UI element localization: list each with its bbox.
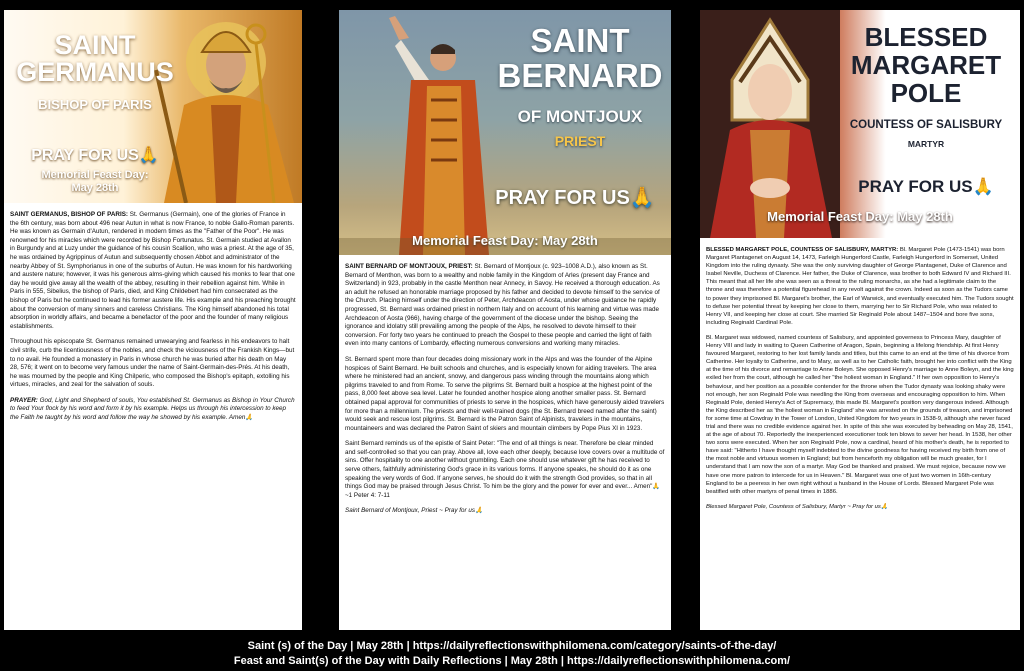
prayer-paragraph <box>10 397 296 423</box>
bio-label: BLESSED MARGARET POLE, COUNTESS OF SALISBURY, MARTYR: <box>706 247 899 253</box>
bio-text: St. Germanus (Germain), one of the glories of France in the 6th century, was born about 496 near Autun in what is now France, to noble Gallo-Roman parents. He was known as Germain d'Autun, rendered in modern times as the "Father of the Poor". He was renowned for his miracles which were recorded by Bishop Fortunatus. St. Germain studied at Avallon in Burgundy and at Luzy under the guidance of his cousin Scallion, who was a priest. At the age of 35, he was ordained by Agrippinus of Autun and subsequently chosen Abbot and administrator of the nearby Abbey of St. Symphorianus in one of the suburbs of Autun. He was known for his hardworking and austere nature; however, it was his generous alms-giving which caused his monks to fear that one day he would give away all the wealth of the abbey, resulting in their rebellion against him. While in Paris in 555, Sibelius, the bishop of Paris, died, and King Childebert had him consecrated as the bishop of Paris but he continued to lead his former austere life. His example and his preaching brought about the conversion of many sinners and careless Christians. The King himself abandoned his total absorption in worldly affairs, and became a benefactor of the poor and the founder of many religious establishments. <box>10 211 296 330</box>
closing-prayer: Blessed Margaret Pole, Countess of Salisbury, Martyr ~ Pray for us🙏 <box>706 503 889 510</box>
bio-paragraph <box>10 211 296 331</box>
margaret-pole-image <box>700 10 1020 238</box>
closing-prayer: Saint Bernard of Montjoux, Priest ~ Pray for us🙏 <box>345 507 483 515</box>
feast-day-text: Memorial Feast Day: May 28th <box>767 209 953 224</box>
pray-for-us-text: PRAY FOR US🙏 <box>495 187 655 209</box>
bio-paragraph-3: Saint Bernard reminds us of the epistle of Saint Peter: "The end of all things is near. Therefore be clear minded and self-controlled so that you can pray. Above all, love each other deeply, because love covers over a multitude of sins. Offer hospitality to one another without grumbling. Each one should use whatever gift he has received to serve others, faithfully administering God's grace in its various forms. If anyone speaks, he should do it as one speaking the very words of God. If anyone serves, he should do it with the strength God provides, so that in all things God may be praised through Jesus Christ. To him be the glory and the power for ever and ever... Amen"🙏 ~1 Peter 4: 7-11 <box>345 440 665 499</box>
saint-germanus-text <box>4 203 302 423</box>
bio-paragraph-2: Throughout his episcopate St. Germanus remained unwearying and fearless in his endeavors to halt civil strife, curb the licentiousness of the nobles, and check the viciousness of the Frankish Kings—but to no avail. He founded a monastery in Paris in whose church he was buried after his death on May 28, 576; it went on to become very famous under the name of Saint-Germain-des-Prés. At his death, he was mourned by the people and King Chilperic, who composed the Bishop's epitaph, extolling his virtues, miracles, and zeal for the salvation of souls. <box>10 338 295 389</box>
caption-line-2: Feast and Saint(s) of the Day with Daily Reflections | May 28th | https://dailyreflectionswithphilomena.com/ <box>233 655 791 667</box>
caption-line-1: Saint (s) of the Day | May 28th | https://dailyreflectionswithphilomena.com/category/saints-of-the-day/ <box>247 640 777 652</box>
hero-subtitle: COUNTESS OF SALISBURY <box>849 119 1003 131</box>
feast-day-text: Memorial Feast Day: May 28th <box>412 233 598 248</box>
bio-label: SAINT BERNARD OF MONTJOUX, PRIEST: <box>345 263 473 270</box>
feast-day-text: Memorial Feast Day: May 28th <box>41 169 149 194</box>
hero-title: BLESSED MARGARET POLE <box>850 22 1002 108</box>
saint-bernard-image <box>339 10 671 255</box>
bio-text: St. Bernard of Montjoux (c. 923–1008 A.D.), also known as St. Bernard of Menthon, was born to a wealthy and noble family in the Kingdom of Arles (present day France and Switzerland) in 923, probably in the castle Menthon near Annecy, in Savoy. He received a thorough education. As an adult he refused an honorable marriage proposed by his father and decided to devote himself to the service of the Church. Placing himself under the direction of Peter, Archdeacon of Aosta, under whose guidance he rapidly progressed, St. Bernard was ordained priest in northern Italy and on account of his learning and virtue was made Archdeacon of Aosta (966), having charge of the government of the diocese under the bishop. Seeing the ignorance and idolatry still prevailing among the people of the Alps, he resolved to devote himself to their conversion. For forty two years he continued to preach the Gospel to these people and carried the light of faith even into many cantons of Lombardy, effecting numerous conversions and working many miracles. <box>345 263 660 348</box>
saint-bernard-text <box>339 255 671 516</box>
pray-for-us-text: PRAY FOR US🙏 <box>31 147 159 164</box>
bio-paragraph <box>345 263 665 349</box>
saint-bernard-panel <box>339 10 671 630</box>
hero-title: SAINT BERNARD <box>497 22 663 94</box>
prayer-text: God, Light and Shepherd of souls, You established St. Germanus as Bishop in Your Church to feed Your flock by his word and form it by his example. Helps us through his intercession to keep the Faith he taught by his word and follow the way he showed by his example. Amen🙏 <box>10 396 295 422</box>
hero-role: MARTYR <box>907 139 945 149</box>
hero-subtitle: OF MONTJOUX <box>517 107 643 126</box>
saint-germanus-panel <box>4 10 302 630</box>
bio-paragraph <box>706 246 1014 327</box>
pray-for-us-text: PRAY FOR US🙏 <box>858 177 994 196</box>
hero-subtitle: BISHOP OF PARIS <box>38 97 152 112</box>
margaret-pole-text <box>700 238 1020 511</box>
saint-germanus-image <box>4 10 302 203</box>
bio-label: SAINT GERMANUS, BISHOP OF PARIS: <box>10 211 129 218</box>
margaret-pole-panel <box>700 10 1020 630</box>
bio-text: Bl. Margaret Pole (1473-1541) was born Margaret Plantagenet on August 14, 1473, Farleigh Hungerford Castle, Farleigh Hungerford in Somerset, United Kingdom into the ruling dynasty. She was the only surviving daughter of George Plantagenet, Duke of Clarence and Isabel Neville, Duchess of Clarence. Her father, the Duke of Clarence, was brother to both Edward IV and Richard III. This meant that all her life she was seen as a threat to the ruling monarchs, as she had a legitimate claim to the throne and was therefore a potential figurehead in any revolt against the crown. Indeed as soon as the Tudors came to power they imprisoned Bl. Margaret's brother, the Earl of Warwick, and eventually executed him. The Tudors sought to defuse her potential threat by keeping her close to them, marrying her to Sir Richard Pole, who was related to Henry VII, and keeping her close at court. She married Sir Reginald Pole about 1487–1504 and bore five sons, including Reginald Cardinal Pole. <box>706 247 1014 326</box>
bio-paragraph-2: Bl. Margaret was widowed, named countess of Salisbury, and appointed governess to Princess Mary, daughter of Henry VIII and lady in waiting to Queen Catherine of Aragon, Spain, beginning a lifelong friendship. At first Henry favoured Margaret, restoring to her lost family lands and titles, but this came to an end at the time of his divorce from Catherine. Her loyalty to Catherine, and to Mary, as well as to her Catholic faith, brought her into conflict with the King at the time of his divorce and remarriage to Anne Boleyn. She opposed Henry's marriage to Anne Boleyn, and the king exiled her from the court, although he called her "the holiest woman in England." If her own opposition to Henry's behaviour, and her position as a possible contender for the throne when the Tudor dynasty was looking shaky were not enough, her son Reginald Pole was needling the King from overseas and encouraging opposition to him. When Reginald Pole, denied Henry's Act of Supremacy, this made Bl. Margaret's position very dangerous indeed. Although the King described her as 'the holiest woman in England' she was arrested on the grounds of treason, and imprisoned for some time at Cowdray in the Tower of London, United Kingdom for two years in 1538-9, although she never faced trial and there was no credible evidence against her. In spite of this she was executed by beheading on May 28, 1541, at the age of about 70. Reportedly the inexperienced executioner took ten blows to sever her head. In 1538, her other two sons were executed. When her son Reginald Pole, now a cardinal, heard of his mother's death, he is reported to have said: "Hitherto I have thought myself indebted to the divine goodness for having received my birth from one of the most noble and virtuous women in England; but from henceforth my obligation will be much greater, for I understand that I am now the son of a martyr. May God be thanked and praised. We must rejoice, because now we have one more patron to intercede for us in Heaven." Bl. Margaret was one of just two women in 16th-century England to be a peeress in her own right without a husband in the House of Lords. Blessed Margaret Pole was beatified with other martyrs of penal times in 1886. <box>706 334 1014 495</box>
hero-role: PRIEST <box>554 133 606 149</box>
hero-title: SAINT GERMANUS <box>16 30 174 87</box>
bio-paragraph-2: St. Bernard spent more than four decades doing missionary work in the Alps and was the founder of the Alpine hospices of Saint Bernard. He built schools and churches, and is especially known for aiding travelers. The area where he ministered had an ancient, snowy, and dangerous pass winding through the mountains along which pilgrims traveled to and from Rome. To serve the pilgrims St. Bernard built a hospice at the highest point of the pass, 8,000 feet above sea level. Later he founded another hospice along another smaller pass. St. Bernard obtained papal approval for communities of priests to serve in the hospices, which have generously aided travelers for more than a millennium. The priests and their well-trained dogs (the St. Bernard breed named after the saint) would seek and rescue lost pilgrims. St. Bernard is the Patron Saint of Alpinists, travelers in the mountains, mountaineers and was declared the Patron Saint of skiers and mountain climbers by Pope Pius XI in 1923. <box>345 355 665 432</box>
prayer-label: PRAYER: <box>10 396 38 404</box>
